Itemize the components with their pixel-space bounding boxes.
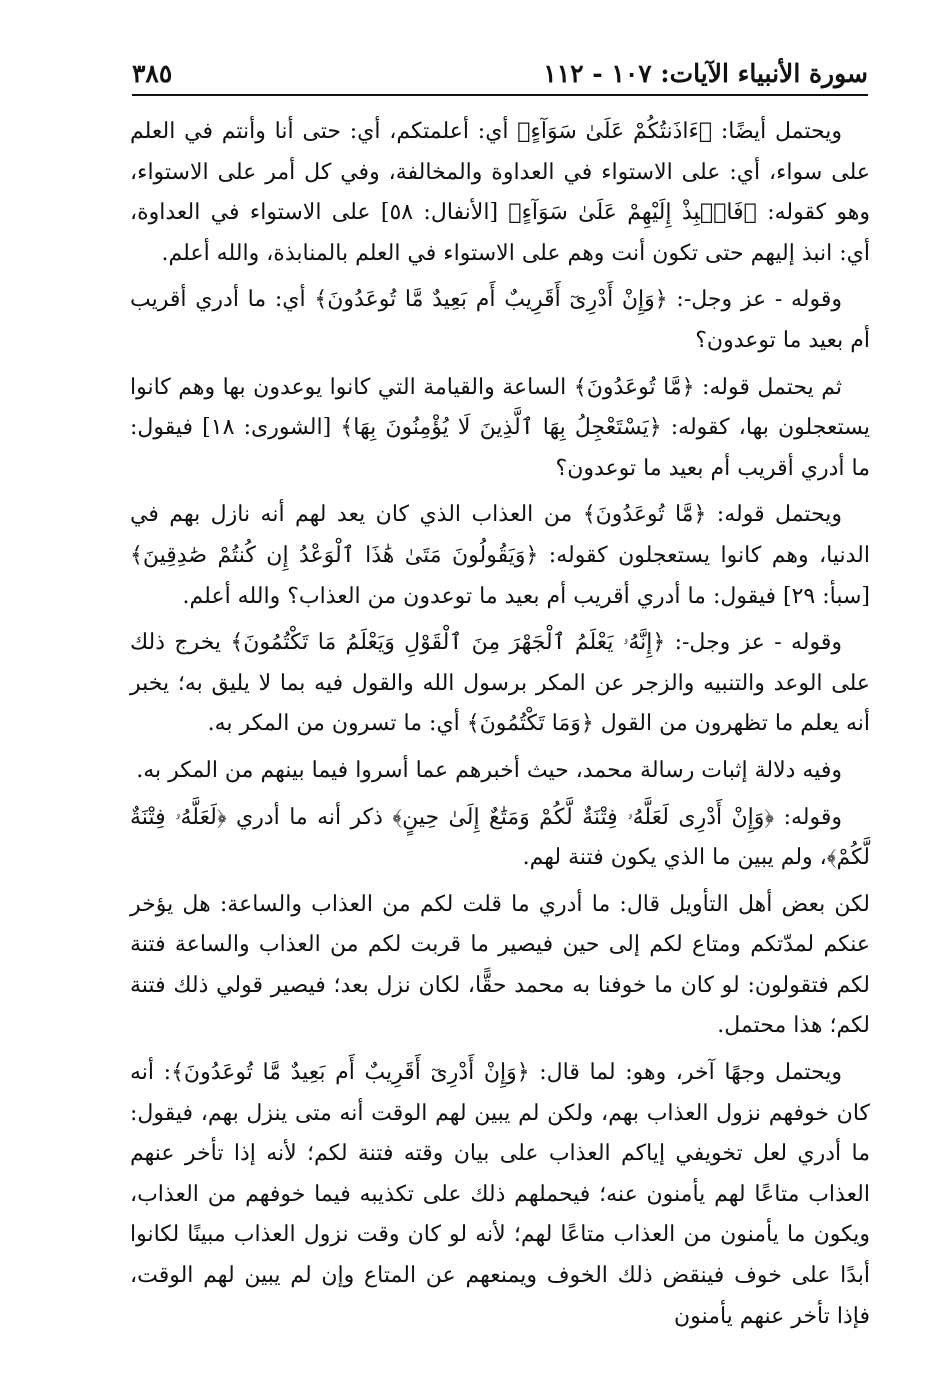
paragraph: ويحتمل أيضًا: ﴿ءَاذَنتُكُمْ عَلَىٰ سَوَآءٍ﴾ أي: أعلمتكم، أي: حتى أنا وأنتم في العلم على سواء، أي: على الاستواء في العداوة والمخالفة، وفي كل أمر على الاستواء، وهو كقوله: ﴿فَانۢبِذْ إِلَيْهِمْ عَلَىٰ سَوَآءٍ﴾ [الأنفال: ٥٨] على الاستواء في العداوة، أي: انبذ إليهم حتى تكون أنت وهم على الاستواء في العلم بالمنابذة، والله أعلم. <box>130 119 870 266</box>
paragraph: ويحتمل وجهًا آخر، وهو: لما قال: ﴿وَإِنْ أَدْرِىٓ أَقَرِيبٌ أَم بَعِيدٌ مَّا تُوعَدُونَ﴾: أنه كان خوفهم نزول العذاب بهم، ولكن لم يبين لهم الوقت أنه متى ينزل بهم، فيقول: ما أدري لعل تخويفي إياكم العذاب على بيان وقته فتنة لكم؛ لأنه إذا تأخر عنهم العذاب متاعًا لهم يأمنون عنه؛ فيحملهم ذلك على تكذيبه فيما خوفهم من العذاب، ويكون ما يأمنون من العذاب متاعًا لهم؛ لأنه لو كان وقت نزول العذاب مبينًا لكانوا أبدًا على خوف فينقض ذلك الخوف ويمنعهم عن المتاع وإن لم يبين لهم الوقت، فإذا تأخر عنهم يأمنون <box>130 1060 870 1329</box>
paragraph: وقوله: ﴿وَإِنْ أَدْرِى لَعَلَّهُۥ فِتْنَةٌ لَّكُمْ وَمَتَٰعٌ إِلَىٰ حِينٍ﴾ ذكر أنه ما أدري ﴿لَعَلَّهُۥ فِتْنَةٌ لَّكُمْ﴾، ولم يبين ما الذي يكون فتنة لهم. <box>130 804 870 871</box>
paragraph: ثم يحتمل قوله: ﴿مَّا تُوعَدُونَ﴾ الساعة والقيامة التي كانوا يوعدون بها وهم كانوا يستعجلون بها، كقوله: ﴿يَسْتَعْجِلُ بِهَا ٱلَّذِينَ لَا يُؤْمِنُونَ بِهَا﴾ [الشورى: ١٨] فيقول: ما أدري أقريب أم بعيد ما توعدون؟ <box>130 374 870 481</box>
paragraph: ويحتمل قوله: ﴿مَّا تُوعَدُونَ﴾ من العذاب الذي كان يعد لهم أنه نازل بهم في الدنيا، وهم كانوا يستعجلون كقوله: ﴿وَيَقُولُونَ مَتَىٰ هَٰذَا ٱلْوَعْدُ إِن كُنتُمْ صَٰدِقِينَ﴾ [سبأ: ٢٩] فيقول: ما أدري أقريب أم بعيد ما توعدون من العذاب؟ والله أعلم. <box>130 502 870 609</box>
paragraph: وقوله - عز وجل-: ﴿إِنَّهُۥ يَعْلَمُ ٱلْجَهْرَ مِنَ ٱلْقَوْلِ وَيَعْلَمُ مَا تَكْتُمُونَ﴾ يخرج ذلك على الوعد والتنبيه والزجر عن المكر برسول الله والقول فيه بما لا يليق به؛ يخبر أنه يعلم ما تظهرون من القول ﴿وَمَا تَكْتُمُونَ﴾ أي: ما تسرون من المكر به. <box>130 630 870 737</box>
paragraph: وقوله - عز وجل-: ﴿وَإِنْ أَدْرِىٓ أَقَرِيبٌ أَم بَعِيدٌ مَّا تُوعَدُونَ﴾ أي: ما أدري أقريب أم بعيد ما توعدون؟ <box>130 287 870 353</box>
paragraph: وفيه دلالة إثبات رسالة محمد، حيث أخبرهم عما أسروا فيما بينهم من المكر به. <box>136 757 842 783</box>
page-header <box>132 52 868 96</box>
running-title: سورة الأنبياء الآيات: ١٠٧ - ١١٢ <box>543 58 868 88</box>
paragraph: لكن بعض أهل التأويل قال: ما أدري ما قلت لكم من العذاب والساعة: هل يؤخر عنكم لمدّتكم ومتاع لكم إلى حين فيصير ما قربت لكم من العذاب والساعة فتنة لكم فتقولون: لو كان ما خوفنا به محمد حقًّا، لكان نزل بعد؛ فيصير قولي ذلك فتنة لكم؛ هذا محتمل. <box>130 891 870 1039</box>
page-body <box>130 112 870 1343</box>
page-number: ٣٨٥ <box>132 58 173 88</box>
